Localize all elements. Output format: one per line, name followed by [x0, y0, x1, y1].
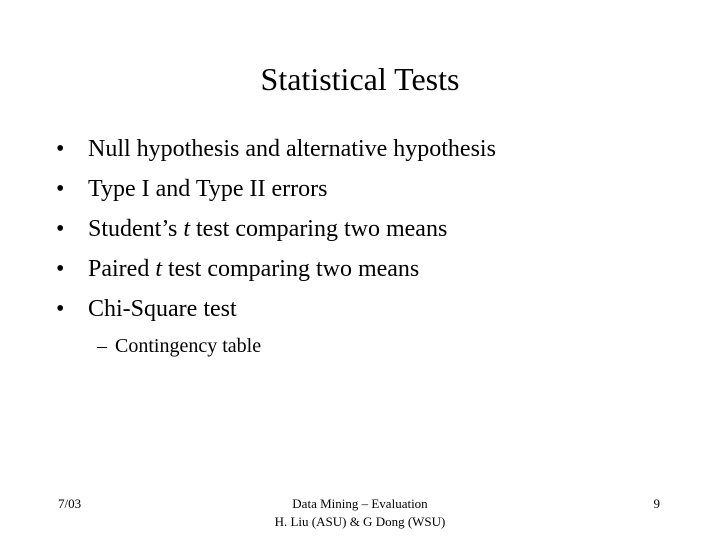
bullet-icon: • [56, 176, 65, 202]
slide-title: Statistical Tests [260, 61, 460, 97]
bullet-text-part: Type I and Type II errors [88, 176, 328, 202]
bullet-icon: • [56, 296, 65, 322]
dash-icon: – [97, 335, 107, 357]
bullet-text-part: test comparing two means [190, 216, 448, 242]
sub-bullet-text: Contingency table [115, 335, 262, 357]
bullet-text-part: Chi-Square test [88, 296, 237, 322]
sub-bullet-contingency-table [97, 331, 261, 361]
bullet-text-part: Paired [88, 256, 156, 282]
footer-authors: H. Liu (ASU) & G Dong (WSU) [274, 514, 446, 529]
italic-t: t [155, 256, 162, 282]
bullet-text-part: Null hypothesis and alternative hypothesis [88, 136, 496, 162]
bullet-text [88, 169, 327, 209]
footer-date: 7/03 [58, 496, 82, 511]
bullet-text [88, 289, 237, 329]
bullet-icon: • [56, 256, 65, 282]
page-number: 9 [653, 496, 660, 511]
footer-center [210, 495, 510, 531]
bullet-text [88, 129, 496, 169]
bullet-icon: • [56, 136, 65, 162]
bullet-text [88, 209, 447, 249]
bullet-text-part: Student’s [88, 216, 184, 242]
bullet-text-part: test comparing two means [161, 256, 420, 282]
bullet-icon: • [56, 216, 65, 242]
italic-t: t [183, 216, 191, 242]
footer-course-title: Data Mining – Evaluation [292, 496, 428, 511]
bullet-text [88, 249, 419, 289]
